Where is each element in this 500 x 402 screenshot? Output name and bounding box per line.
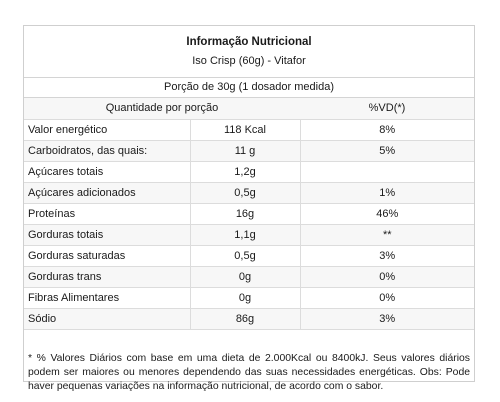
footnote: * % Valores Diários com base em uma dieta de 2.000Kcal ou 8400kJ. Seus valores diários podem ser maiores ou menores dependendo das suas necessidades energéticas. Obs: Pode haver pequenas variações na informação nutricional, de acordo com o sabor.: [28, 353, 470, 392]
table-row: [24, 224, 474, 245]
product-name: Iso Crisp (60g) - Vitafor: [192, 55, 306, 67]
table-header-row: [24, 98, 474, 119]
table-row: [24, 245, 474, 266]
nutrient-quantity: 1,1g: [190, 224, 300, 245]
table-row: [24, 119, 474, 140]
table-row: [24, 287, 474, 308]
nutrient-quantity: 86g: [190, 308, 300, 329]
portion-size: Porção de 30g (1 dosador medida): [24, 77, 474, 98]
table-row: [24, 182, 474, 203]
nutrient-quantity: 0,5g: [190, 182, 300, 203]
nutrition-label: [23, 25, 475, 392]
nutrient-quantity: 0,5g: [190, 245, 300, 266]
nutrient-name: Proteínas: [24, 203, 190, 224]
table-row: [24, 161, 474, 182]
nutrient-name: Açúcares totais: [24, 161, 190, 182]
nutrient-quantity: 0g: [190, 266, 300, 287]
nutrient-vd: 0%: [300, 287, 474, 308]
nutrient-quantity: 118 Kcal: [190, 119, 300, 140]
nutrient-vd: 1%: [300, 182, 474, 203]
table-row: [24, 266, 474, 287]
quantity-header: Quantidade por porção: [24, 98, 300, 119]
nutrient-quantity: 1,2g: [190, 161, 300, 182]
nutrient-name: Gorduras saturadas: [24, 245, 190, 266]
nutrient-name: Fibras Alimentares: [24, 287, 190, 308]
nutrient-vd: **: [300, 224, 474, 245]
nutrient-quantity: 0g: [190, 287, 300, 308]
label-title: Informação Nutricional: [186, 36, 312, 48]
nutrient-vd: 3%: [300, 308, 474, 329]
nutrient-vd: 8%: [300, 119, 474, 140]
nutrient-quantity: 16g: [190, 203, 300, 224]
nutrient-vd: [300, 161, 474, 182]
nutrient-quantity: 11 g: [190, 140, 300, 161]
nutrient-name: Gorduras trans: [24, 266, 190, 287]
vd-header: %VD(*): [300, 98, 474, 119]
nutrient-name: Sódio: [24, 308, 190, 329]
nutrition-table: [24, 98, 474, 330]
table-row: [24, 308, 474, 329]
nutrient-name: Valor energético: [24, 119, 190, 140]
label-header: [24, 26, 474, 78]
nutrient-vd: 5%: [300, 140, 474, 161]
nutrient-name: Açúcares adicionados: [24, 182, 190, 203]
nutrient-name: Gorduras totais: [24, 224, 190, 245]
nutrient-vd: 0%: [300, 266, 474, 287]
nutrient-name: Carboidratos, das quais:: [24, 140, 190, 161]
nutrient-vd: 3%: [300, 245, 474, 266]
table-row: [24, 203, 474, 224]
nutrient-vd: 46%: [300, 203, 474, 224]
table-row: [24, 140, 474, 161]
